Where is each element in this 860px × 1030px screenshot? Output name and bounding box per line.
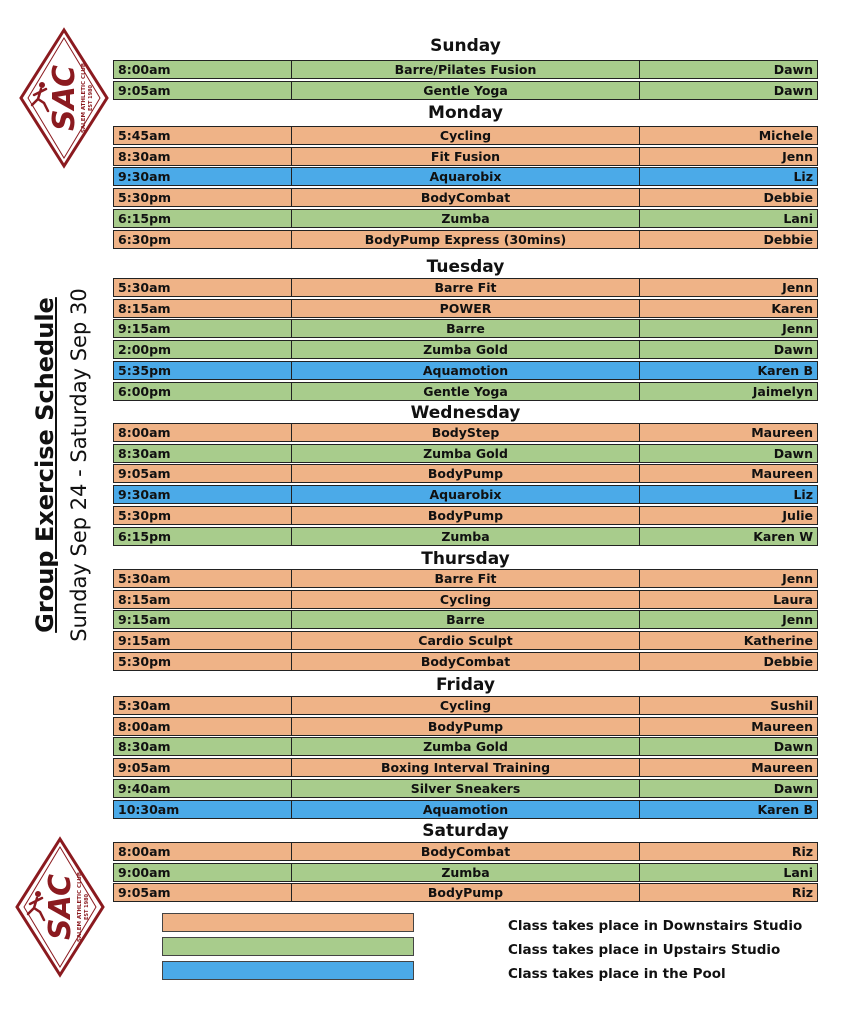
class-time: 8:30am xyxy=(114,445,292,462)
class-instructor: Riz xyxy=(791,885,813,901)
class-name: Cardio Sculpt xyxy=(292,632,640,649)
class-row xyxy=(113,631,818,650)
class-name: Gentle Yoga xyxy=(292,82,640,99)
class-name: Barre xyxy=(292,611,640,628)
schedule-date-range: Sunday Sep 24 - Saturday Sep 30 xyxy=(67,288,91,642)
class-instructor: Jenn xyxy=(782,612,813,628)
class-time: 9:40am xyxy=(114,780,292,797)
class-row xyxy=(113,863,818,882)
side-title xyxy=(28,275,100,655)
class-name: Zumba Gold xyxy=(292,445,640,462)
class-instructor: Riz xyxy=(791,844,813,859)
class-row xyxy=(113,590,818,609)
class-time: 5:30pm xyxy=(114,507,292,524)
class-time: 9:05am xyxy=(114,82,292,99)
class-row xyxy=(113,485,818,504)
class-time: 5:35pm xyxy=(114,362,292,379)
class-time: 9:30am xyxy=(114,486,292,503)
class-instructor: Jenn xyxy=(782,280,813,295)
class-instructor: Liz xyxy=(793,487,813,503)
class-name: BodyCombat xyxy=(292,653,640,670)
class-row xyxy=(113,883,818,902)
class-row xyxy=(113,758,818,777)
class-name: BodyStep xyxy=(292,424,640,441)
class-name: BodyCombat xyxy=(292,843,640,860)
class-instructor: Lani xyxy=(783,210,813,226)
legend-label-pool: Class takes place in the Pool xyxy=(508,966,726,982)
class-time: 8:15am xyxy=(114,591,292,608)
class-name: BodyPump xyxy=(292,718,640,735)
class-name: Barre Fit xyxy=(292,570,640,587)
class-name: Gentle Yoga xyxy=(292,383,640,400)
schedule-title: Group Exercise Schedule xyxy=(31,297,59,633)
class-instructor: Laura xyxy=(773,591,813,607)
class-name: Cycling xyxy=(292,591,640,608)
logo-est: EST 1980 xyxy=(84,893,90,921)
class-instructor: Jenn xyxy=(782,571,813,586)
class-row xyxy=(113,188,818,207)
class-instructor: Michele xyxy=(758,128,813,143)
class-instructor: Maureen xyxy=(751,760,813,776)
class-row xyxy=(113,842,818,861)
sac-logo-top xyxy=(18,27,110,169)
logo-letters: SAC xyxy=(47,65,82,131)
class-instructor: Maureen xyxy=(751,466,813,482)
class-name: Fit Fusion xyxy=(292,148,640,165)
class-instructor: Dawn xyxy=(773,780,813,796)
class-instructor: Dawn xyxy=(773,342,813,358)
class-row xyxy=(113,423,818,442)
class-name: BodyCombat xyxy=(292,189,640,206)
legend-swatch-upstairs xyxy=(162,937,414,956)
class-row xyxy=(113,506,818,525)
day-title-monday: Monday xyxy=(428,103,503,123)
class-instructor: Julie xyxy=(782,507,813,523)
logo-est: EST 1980 xyxy=(88,84,94,112)
class-instructor: Dawn xyxy=(773,62,813,77)
class-row xyxy=(113,696,818,715)
class-instructor: Jaimelyn xyxy=(752,383,813,399)
class-row xyxy=(113,569,818,588)
class-name: Aquarobix xyxy=(292,486,640,503)
class-instructor: Maureen xyxy=(751,425,813,440)
class-time: 6:15pm xyxy=(114,528,292,545)
sac-logo-bottom xyxy=(14,836,106,978)
class-name: BodyPump xyxy=(292,465,640,482)
class-row xyxy=(113,361,818,380)
class-instructor: Karen B xyxy=(757,362,813,378)
class-name: Zumba Gold xyxy=(292,341,640,358)
class-name: BodyPump xyxy=(292,507,640,524)
class-instructor: Jenn xyxy=(782,321,813,337)
day-title-wednesday: Wednesday xyxy=(410,403,521,423)
class-row xyxy=(113,340,818,359)
logo-letters: SAC xyxy=(43,874,78,940)
class-time: 9:00am xyxy=(114,864,292,881)
class-instructor: Debbie xyxy=(763,231,813,247)
class-instructor: Liz xyxy=(793,169,813,185)
legend-swatch-downstairs xyxy=(162,913,414,932)
class-instructor: Sushil xyxy=(770,698,813,713)
class-instructor: Karen W xyxy=(753,528,813,544)
class-time: 5:45am xyxy=(114,127,292,144)
class-time: 6:15pm xyxy=(114,210,292,227)
day-title-saturday: Saturday xyxy=(422,821,509,841)
class-time: 9:15am xyxy=(114,320,292,337)
class-name: Barre xyxy=(292,320,640,337)
class-time: 5:30am xyxy=(114,570,292,587)
class-time: 6:30pm xyxy=(114,231,292,248)
class-time: 2:00pm xyxy=(114,341,292,358)
class-row xyxy=(113,299,818,318)
class-row xyxy=(113,147,818,166)
class-time: 9:05am xyxy=(114,465,292,482)
class-time: 8:00am xyxy=(114,424,292,441)
class-row xyxy=(113,652,818,671)
logo-club-name: SALEM ATHLETIC CLUB xyxy=(77,871,83,943)
class-name: BodyPump Express (30mins) xyxy=(292,231,640,248)
class-name: Aquarobix xyxy=(292,168,640,185)
legend-swatch-pool xyxy=(162,961,414,980)
class-time: 8:00am xyxy=(114,61,292,78)
class-row xyxy=(113,717,818,736)
class-time: 8:00am xyxy=(114,843,292,860)
class-instructor: Maureen xyxy=(751,718,813,734)
class-row xyxy=(113,126,818,145)
class-name: Barre/Pilates Fusion xyxy=(292,61,640,78)
class-row xyxy=(113,800,818,819)
class-instructor: Lani xyxy=(783,864,813,880)
class-instructor: Debbie xyxy=(763,190,813,206)
class-name: Zumba xyxy=(292,864,640,881)
class-instructor: Karen xyxy=(771,300,813,316)
class-time: 6:00pm xyxy=(114,383,292,400)
class-time: 8:00am xyxy=(114,718,292,735)
day-title-thursday: Thursday xyxy=(421,549,510,569)
class-row xyxy=(113,60,818,79)
class-name: Aquamotion xyxy=(292,362,640,379)
class-row xyxy=(113,610,818,629)
class-time: 9:15am xyxy=(114,611,292,628)
class-time: 9:05am xyxy=(114,884,292,901)
class-name: Cycling xyxy=(292,127,640,144)
class-instructor: Jenn xyxy=(782,148,813,164)
class-time: 5:30am xyxy=(114,697,292,714)
legend-label-downstairs: Class takes place in Downstairs Studio xyxy=(508,918,803,934)
class-row xyxy=(113,319,818,338)
day-title-friday: Friday xyxy=(436,675,495,695)
class-time: 8:15am xyxy=(114,300,292,317)
logo-club-name: SALEM ATHLETIC CLUB xyxy=(81,62,87,134)
class-instructor: Dawn xyxy=(773,739,813,755)
class-row xyxy=(113,278,818,297)
class-row xyxy=(113,464,818,483)
class-time: 5:30pm xyxy=(114,653,292,670)
class-name: Zumba Gold xyxy=(292,738,640,755)
class-instructor: Dawn xyxy=(773,445,813,461)
class-time: 5:30pm xyxy=(114,189,292,206)
class-name: Zumba xyxy=(292,528,640,545)
class-row xyxy=(113,779,818,798)
class-time: 9:30am xyxy=(114,168,292,185)
class-time: 9:05am xyxy=(114,759,292,776)
class-time: 8:30am xyxy=(114,738,292,755)
class-time: 8:30am xyxy=(114,148,292,165)
class-instructor: Debbie xyxy=(763,653,813,669)
class-name: Aquamotion xyxy=(292,801,640,818)
class-name: Barre Fit xyxy=(292,279,640,296)
legend-label-upstairs: Class takes place in Upstairs Studio xyxy=(508,942,781,958)
class-name: Silver Sneakers xyxy=(292,780,640,797)
class-name: Boxing Interval Training xyxy=(292,759,640,776)
class-row xyxy=(113,209,818,228)
class-row xyxy=(113,737,818,756)
class-name: Zumba xyxy=(292,210,640,227)
class-row xyxy=(113,444,818,463)
class-name: POWER xyxy=(292,300,640,317)
class-instructor: Karen B xyxy=(757,801,813,817)
class-time: 5:30am xyxy=(114,279,292,296)
day-title-sunday: Sunday xyxy=(430,36,501,56)
class-row xyxy=(113,382,818,401)
class-name: Cycling xyxy=(292,697,640,714)
class-row xyxy=(113,81,818,100)
class-row xyxy=(113,527,818,546)
day-title-tuesday: Tuesday xyxy=(426,257,505,277)
class-name: BodyPump xyxy=(292,884,640,901)
class-time: 9:15am xyxy=(114,632,292,649)
class-row xyxy=(113,230,818,249)
class-row xyxy=(113,167,818,186)
class-instructor: Dawn xyxy=(773,82,813,98)
class-instructor: Katherine xyxy=(743,633,813,649)
class-time: 10:30am xyxy=(114,801,292,818)
